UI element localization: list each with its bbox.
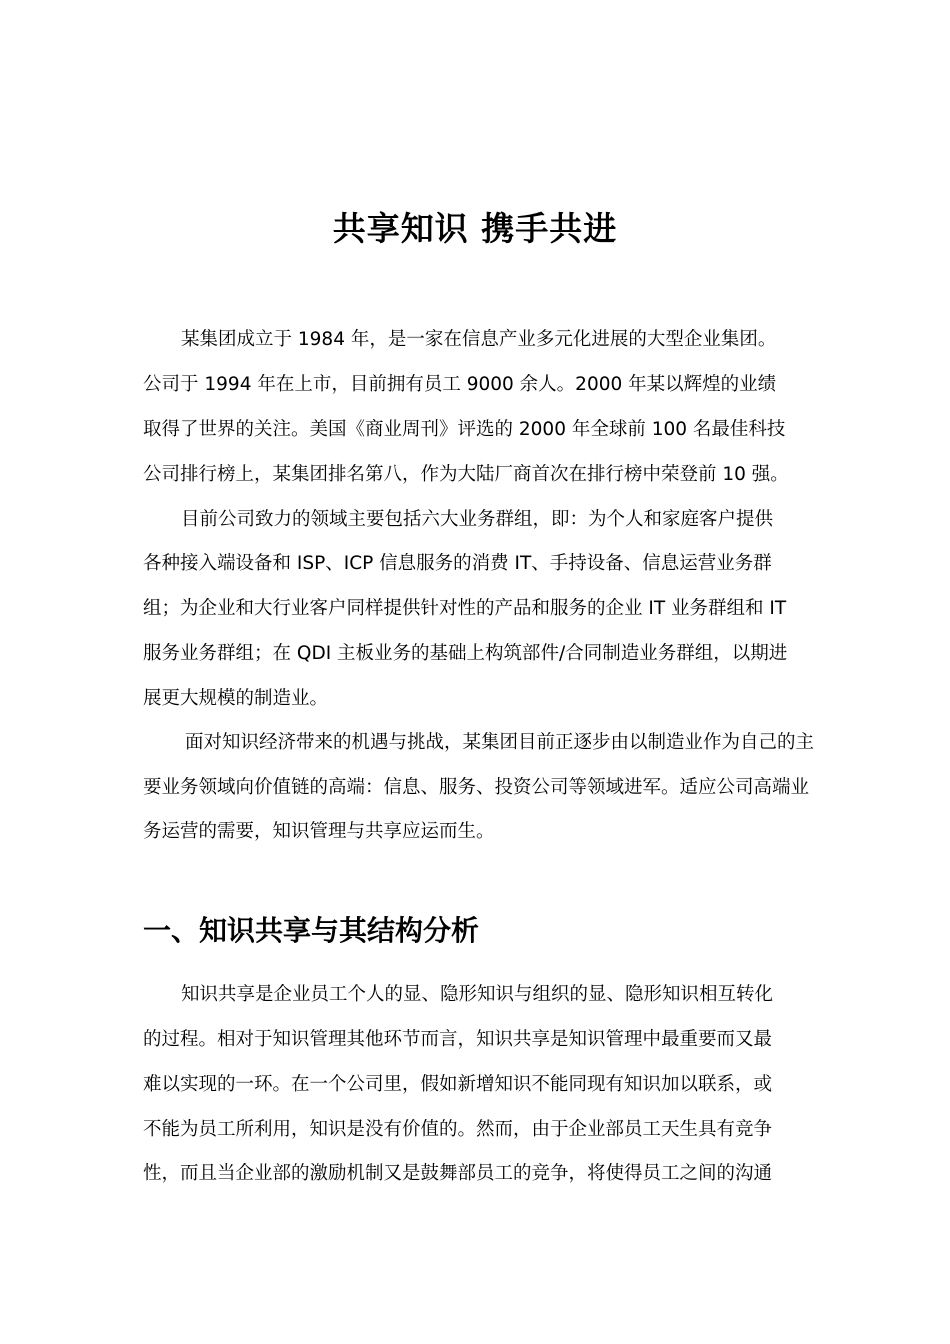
intro-line: 面对知识经济带来的机遇与挑战，某集团目前正逐步由以制造业作为自己的主 [185, 732, 815, 753]
document-title: 共享知识 携手共进 [332, 209, 618, 248]
section-line: 知识共享是企业员工个人的显、隐形知识与组织的显、隐形知识相互转化 [181, 984, 774, 1005]
intro-line: 公司排行榜上，某集团排名第八，作为大陆厂商首次在排行榜中荣登前 10 强。 [143, 464, 789, 485]
intro-line: 务运营的需要，知识管理与共享应运而生。 [143, 821, 495, 842]
intro-line: 取得了世界的关注。美国《商业周刊》评选的 2000 年全球前 100 名最佳科技 [143, 419, 786, 440]
intro-line: 组；为企业和大行业客户同样提供针对性的产品和服务的企业 IT 业务群组和 IT [143, 598, 787, 619]
section-line: 难以实现的一环。在一个公司里，假如新增知识不能同现有知识加以联系，或 [143, 1074, 773, 1095]
section-line: 性，而且当企业部的激励机制又是鼓舞部员工的竞争，将使得员工之间的沟通 [143, 1163, 773, 1184]
intro-line: 要业务领域向价值链的高端：信息、服务、投资公司等领域进军。适应公司高端业 [143, 777, 810, 798]
intro-line: 目前公司致力的领域主要包括六大业务群组，即：为个人和家庭客户提供 [181, 509, 774, 530]
section-line: 的过程。相对于知识管理其他环节而言，知识共享是知识管理中最重要而又最 [143, 1029, 773, 1050]
intro-line: 公司于 1994 年在上市，目前拥有员工 9000 余人。2000 年某以辉煌的业绩 [143, 374, 777, 395]
intro-line: 服务业务群组；在 QDI 主板业务的基础上构筑部件/合同制造业务群组，以期进 [143, 643, 788, 664]
intro-line: 某集团成立于 1984 年，是一家在信息产业多元化进展的大型企业集团。 [181, 329, 777, 350]
section-line: 不能为员工所利用，知识是没有价值的。然而，由于企业部员工天生具有竞争 [143, 1119, 773, 1140]
section-heading: 一、知识共享与其结构分析 [143, 914, 480, 947]
intro-line: 展更大规模的制造业。 [143, 688, 329, 709]
intro-line: 各种接入端设备和 ISP、ICP 信息服务的消费 IT、手持设备、信息运营业务群 [143, 553, 772, 574]
